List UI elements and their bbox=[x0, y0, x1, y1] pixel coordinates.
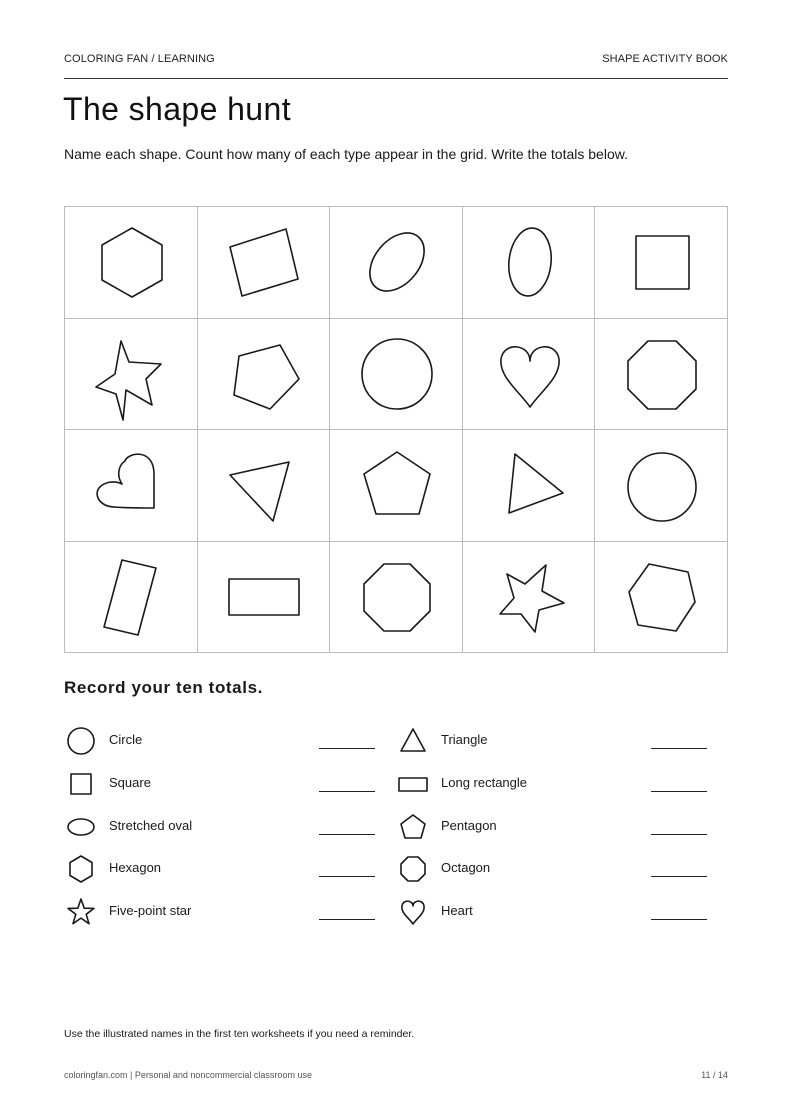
grid-cell bbox=[330, 542, 463, 654]
total-label: Heart bbox=[441, 903, 473, 919]
heart-icon bbox=[396, 895, 430, 929]
instructions: Name each shape. Count how many of each type appear in the grid. Write the totals below. bbox=[64, 146, 628, 162]
answer-blank[interactable] bbox=[319, 876, 375, 877]
grid-cell bbox=[198, 319, 331, 431]
grid-cell bbox=[65, 207, 198, 319]
circle-icon bbox=[596, 430, 726, 540]
total-label: Stretched oval bbox=[109, 817, 193, 833]
star-icon bbox=[464, 542, 594, 652]
total-item-hexagon bbox=[64, 850, 376, 886]
answer-blank[interactable] bbox=[319, 919, 375, 920]
total-item-triangle bbox=[396, 722, 708, 758]
total-item-circle bbox=[64, 722, 376, 758]
hexagon-icon bbox=[66, 207, 196, 317]
page-title: The shape hunt bbox=[63, 91, 291, 127]
total-item-pentagon bbox=[396, 808, 708, 844]
hexagon-icon bbox=[596, 542, 726, 652]
total-label: Octagon bbox=[441, 860, 491, 876]
totals-row bbox=[64, 850, 728, 893]
page-number: 11 / 14 bbox=[701, 1070, 728, 1080]
octagon-icon bbox=[331, 542, 461, 652]
heart-icon bbox=[464, 319, 594, 429]
triangle-icon bbox=[198, 430, 328, 540]
answer-blank[interactable] bbox=[319, 834, 375, 835]
oval-icon bbox=[331, 207, 461, 317]
grid-cell bbox=[463, 319, 596, 431]
answer-blank[interactable] bbox=[651, 791, 707, 792]
record-title: Record your ten totals. bbox=[64, 678, 263, 697]
star-icon bbox=[66, 319, 196, 429]
total-label: Triangle bbox=[441, 732, 488, 747]
hexagon-icon bbox=[64, 852, 98, 886]
total-label: Five-point star bbox=[109, 903, 192, 919]
long-rectangle-icon bbox=[66, 542, 196, 652]
total-label: Long rectangle bbox=[441, 774, 528, 790]
total-label: Pentagon bbox=[441, 817, 497, 833]
answer-blank[interactable] bbox=[651, 919, 707, 920]
header-left: COLORING FAN / LEARNING bbox=[64, 53, 215, 65]
totals-row bbox=[64, 722, 728, 765]
grid-cell bbox=[198, 207, 331, 319]
totals-row bbox=[64, 893, 728, 936]
square-icon bbox=[198, 207, 328, 317]
grid-cell bbox=[595, 430, 728, 542]
grid-cell bbox=[198, 542, 331, 654]
circle-icon bbox=[64, 724, 98, 758]
header-right: SHAPE ACTIVITY BOOK bbox=[602, 53, 728, 65]
grid-cell bbox=[595, 319, 728, 431]
footer-left: coloringfan.com | Personal and noncommercial classroom use bbox=[64, 1070, 312, 1080]
shape-grid bbox=[64, 206, 728, 653]
triangle-icon bbox=[464, 430, 594, 540]
total-item-long-rectangle bbox=[396, 765, 708, 801]
total-item-octagon bbox=[396, 850, 708, 886]
answer-blank[interactable] bbox=[319, 748, 375, 749]
grid-cell bbox=[463, 207, 596, 319]
heart-icon bbox=[66, 430, 196, 540]
grid-cell bbox=[65, 319, 198, 431]
total-label: Square bbox=[109, 774, 151, 790]
total-label: Circle bbox=[109, 732, 143, 747]
oval-icon bbox=[464, 207, 594, 317]
grid-cell bbox=[198, 430, 331, 542]
header-divider bbox=[64, 78, 728, 79]
total-item-stretched-oval bbox=[64, 808, 376, 844]
answer-blank[interactable] bbox=[651, 748, 707, 749]
totals-row bbox=[64, 765, 728, 808]
grid-cell bbox=[595, 542, 728, 654]
reminder-note: Use the illustrated names in the first ten worksheets if you need a reminder. bbox=[64, 1028, 415, 1040]
oval-icon bbox=[64, 810, 98, 844]
grid-cell bbox=[463, 430, 596, 542]
circle-icon bbox=[331, 319, 461, 429]
total-item-five-point-star bbox=[64, 893, 376, 929]
long-rectangle-icon bbox=[198, 542, 328, 652]
total-label: Hexagon bbox=[109, 860, 162, 876]
grid-cell bbox=[65, 542, 198, 654]
star-icon bbox=[64, 895, 98, 929]
grid-cell bbox=[463, 542, 596, 654]
totals-list bbox=[64, 722, 728, 936]
grid-cell bbox=[65, 430, 198, 542]
total-item-heart bbox=[396, 893, 708, 929]
square-icon bbox=[596, 207, 726, 317]
answer-blank[interactable] bbox=[651, 876, 707, 877]
grid-cell bbox=[595, 207, 728, 319]
total-item-square bbox=[64, 765, 376, 801]
answer-blank[interactable] bbox=[319, 791, 375, 792]
pentagon-icon bbox=[331, 430, 461, 540]
grid-cell bbox=[330, 430, 463, 542]
square-icon bbox=[64, 767, 98, 801]
pentagon-icon bbox=[198, 319, 328, 429]
long-rectangle-icon bbox=[396, 767, 430, 801]
triangle-icon bbox=[396, 724, 430, 758]
answer-blank[interactable] bbox=[651, 834, 707, 835]
pentagon-icon bbox=[396, 810, 430, 844]
octagon-icon bbox=[596, 319, 726, 429]
octagon-icon bbox=[396, 852, 430, 886]
grid-cell bbox=[330, 207, 463, 319]
totals-row bbox=[64, 808, 728, 851]
grid-cell bbox=[330, 319, 463, 431]
